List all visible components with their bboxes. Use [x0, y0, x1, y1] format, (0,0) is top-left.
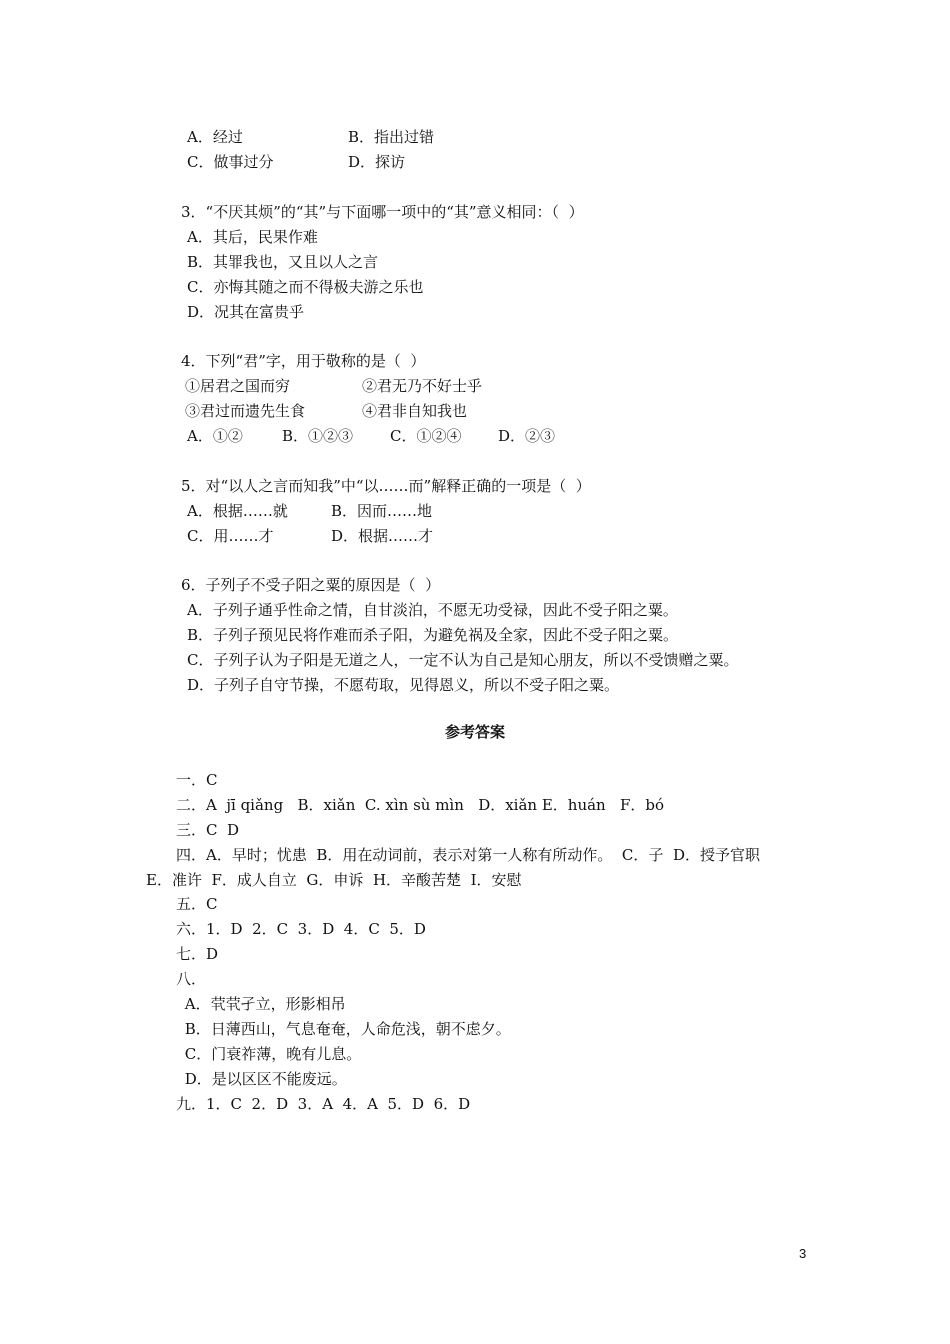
q3-stem: 3．“不厌其烦”的“其”与下面哪一项中的“其”意义相同：（ ） — [181, 203, 584, 221]
q6-option-c: C．子列子认为子阳是无道之人，一定不认为自己是知心朋友，所以不受馈赠之粟。 — [187, 651, 739, 669]
q6-option-d: D．子列子自守节操，不愿苟取，见得恩义，所以不受子阳之粟。 — [187, 676, 620, 694]
q5-option-c: C．用……才 — [187, 527, 274, 545]
q4-item-4: ④君非自知我也 — [362, 402, 468, 420]
answer-line: 三．C D — [176, 821, 240, 839]
q4-stem: 4．下列“君”字，用于敬称的是（ ） — [181, 352, 426, 370]
q3-option-b: B．其罪我也，又且以人之言 — [187, 253, 379, 271]
q6-option-a: A．子列子通乎性命之情，自甘淡泊，不愿无功受禄，因此不受子阳之粟。 — [187, 601, 678, 619]
q5-option-d: D．根据……才 — [331, 527, 434, 545]
q6-stem: 6．子列子不受子阳之粟的原因是（ ） — [181, 576, 441, 594]
answer-line: 二．A jī qiǎng B．xiǎn C. xìn sù mìn D．xiǎn E．huán F．bó — [176, 796, 665, 814]
q4-item-2: ②君无乃不好士乎 — [362, 377, 483, 395]
q3-option-a: A．其后，民果作难 — [187, 228, 318, 246]
q4-option-d: D．②③ — [498, 427, 556, 445]
answer-line: 九．1．C 2．D 3．A 4．A 5．D 6．D — [176, 1095, 471, 1113]
q4-option-b: B．①②③ — [282, 427, 354, 445]
answers-title: 参考答案 — [444, 723, 505, 741]
q5-stem: 5．对“以人之言而知我”中“以……而”解释正确的一项是（ ） — [181, 477, 591, 495]
answer-line: B．日薄西山，气息奄奄，人命危浅，朝不虑夕。 — [180, 1020, 511, 1038]
q5-option-b: B．因而……地 — [331, 502, 433, 520]
answer-line: 七．D — [176, 945, 219, 963]
q4-item-3: ③君过而遗先生食 — [185, 402, 306, 420]
q3-option-d: D．况其在富贵乎 — [187, 303, 305, 321]
answer-line: 一．C — [176, 771, 218, 789]
page-number: 3 — [799, 1246, 807, 1261]
q2-option-a: A．经过 — [187, 128, 243, 146]
answer-line: D．是以区区不能废远。 — [180, 1070, 347, 1088]
q2-option-b: B．指出过错 — [348, 128, 435, 146]
answer-line: 八． — [176, 970, 207, 988]
answer-line: E．准许 F．成人自立 G．申诉 H．辛酸苦楚 I．安慰 — [146, 871, 522, 889]
q3-option-c: C．亦悔其随之而不得极夫游之乐也 — [187, 278, 424, 296]
q6-option-b: B．子列子预见民将作难而杀子阳，为避免祸及全家，因此不受子阳之粟。 — [187, 626, 679, 644]
q2-option-d: D．探访 — [348, 153, 406, 171]
answer-line: C．门衰祚薄，晚有儿息。 — [180, 1045, 362, 1063]
q4-item-1: ①居君之国而穷 — [185, 377, 291, 395]
answer-line: A．茕茕孑立，形影相吊 — [180, 995, 346, 1013]
answer-line: 六．1．D 2．C 3．D 4．C 5．D — [176, 920, 426, 938]
answer-line: 四．A．早时；忧患 B．用在动词前，表示对第一人称有所动作。 C．子 D．授予官职 — [176, 846, 760, 864]
q5-option-a: A．根据……就 — [187, 502, 288, 520]
q4-option-c: C．①②④ — [390, 427, 462, 445]
q4-option-a: A．①② — [187, 427, 243, 445]
answer-line: 五．C — [176, 895, 218, 913]
q2-option-c: C．做事过分 — [187, 153, 274, 171]
